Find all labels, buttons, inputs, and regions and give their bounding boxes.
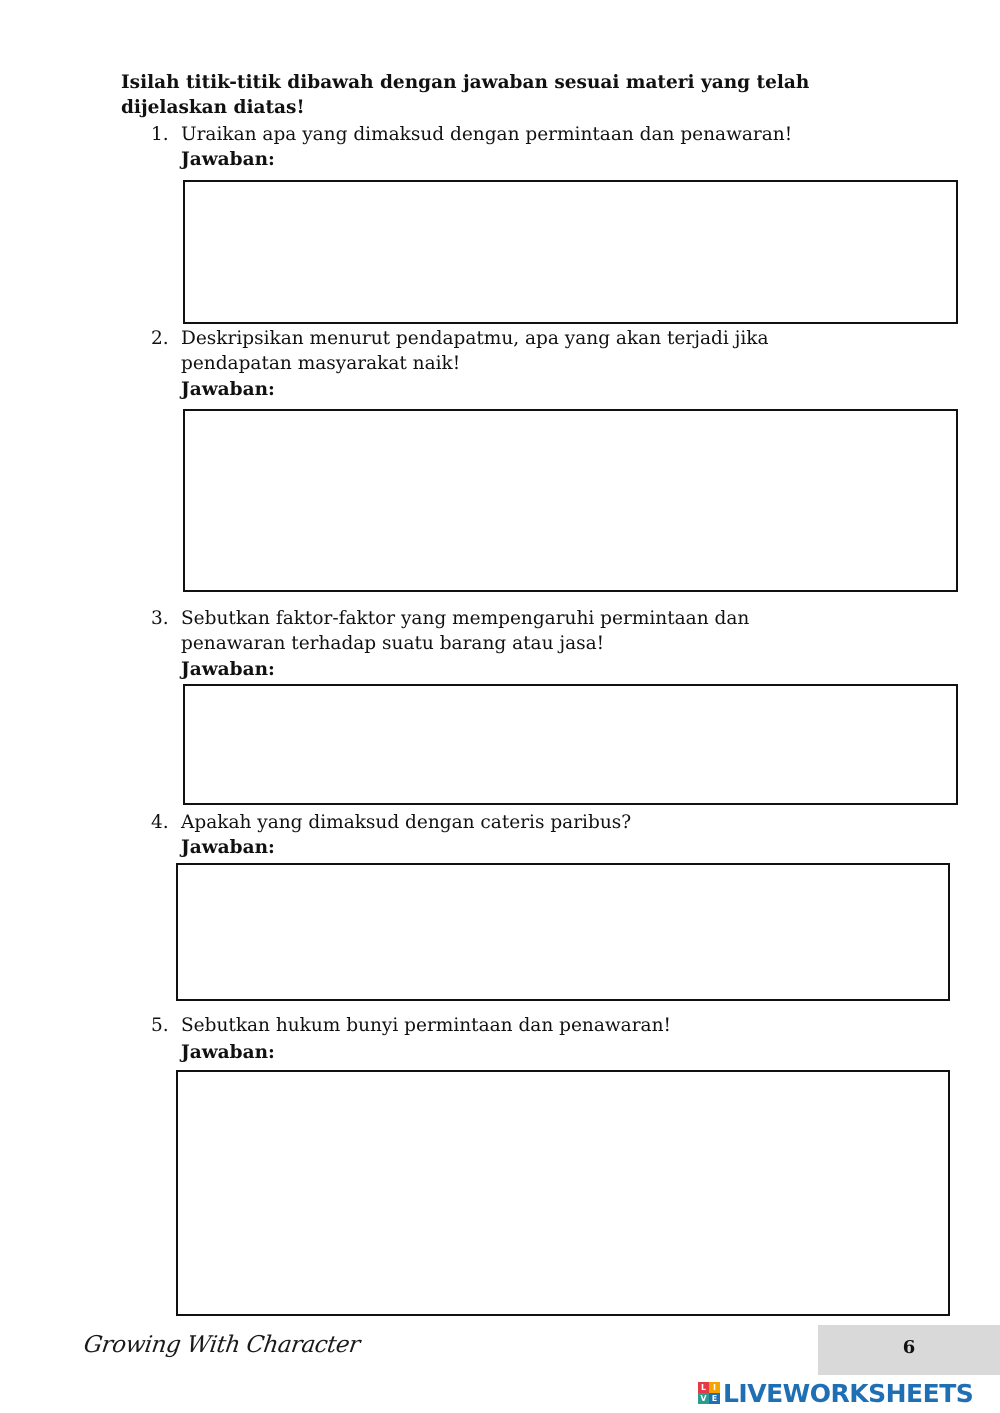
question-number: 1. — [151, 124, 169, 145]
question-text: Uraikan apa yang dimaksud dengan permintaan dan penawaran! — [181, 124, 793, 145]
liveworksheets-watermark — [698, 1378, 973, 1408]
answer-label: Jawaban: — [181, 1042, 275, 1063]
page-number: 6 — [902, 1337, 916, 1358]
question-text: Sebutkan faktor-faktor yang mempengaruhi permintaan dan penawaran terhadap suatu barang atau jasa! — [181, 608, 750, 654]
watermark-text: LIVEWORKSHEETS — [723, 1378, 974, 1408]
answer-box-5[interactable] — [176, 1070, 950, 1316]
answer-label: Jawaban: — [181, 837, 275, 858]
answer-box-3[interactable] — [183, 684, 958, 805]
page-number-tab — [818, 1325, 1000, 1375]
question-number: 3. — [151, 608, 169, 629]
answer-label: Jawaban: — [181, 379, 275, 400]
question-number: 2. — [151, 328, 169, 349]
answer-label: Jawaban: — [181, 659, 275, 680]
answer-box-4[interactable] — [176, 863, 950, 1001]
footer-tagline: Growing With Character — [82, 1332, 362, 1358]
question-text: Deskripsikan menurut pendapatmu, apa yang akan terjadi jika pendapatan masyarakat naik! — [181, 328, 769, 374]
answer-label: Jawaban: — [181, 149, 275, 170]
question-text: Sebutkan hukum bunyi permintaan dan penawaran! — [181, 1015, 671, 1036]
question-number: 4. — [151, 812, 169, 833]
question-number: 5. — [151, 1015, 169, 1036]
answer-box-1[interactable] — [183, 180, 958, 324]
answer-box-2[interactable] — [183, 409, 958, 592]
liveworksheets-logo-icon: L I V E — [698, 1382, 720, 1404]
question-text: Apakah yang dimaksud dengan cateris paribus? — [181, 812, 632, 833]
instruction-heading: Isilah titik-titik dibawah dengan jawaban sesuai materi yang telah dijelaskan diatas! — [121, 72, 810, 118]
